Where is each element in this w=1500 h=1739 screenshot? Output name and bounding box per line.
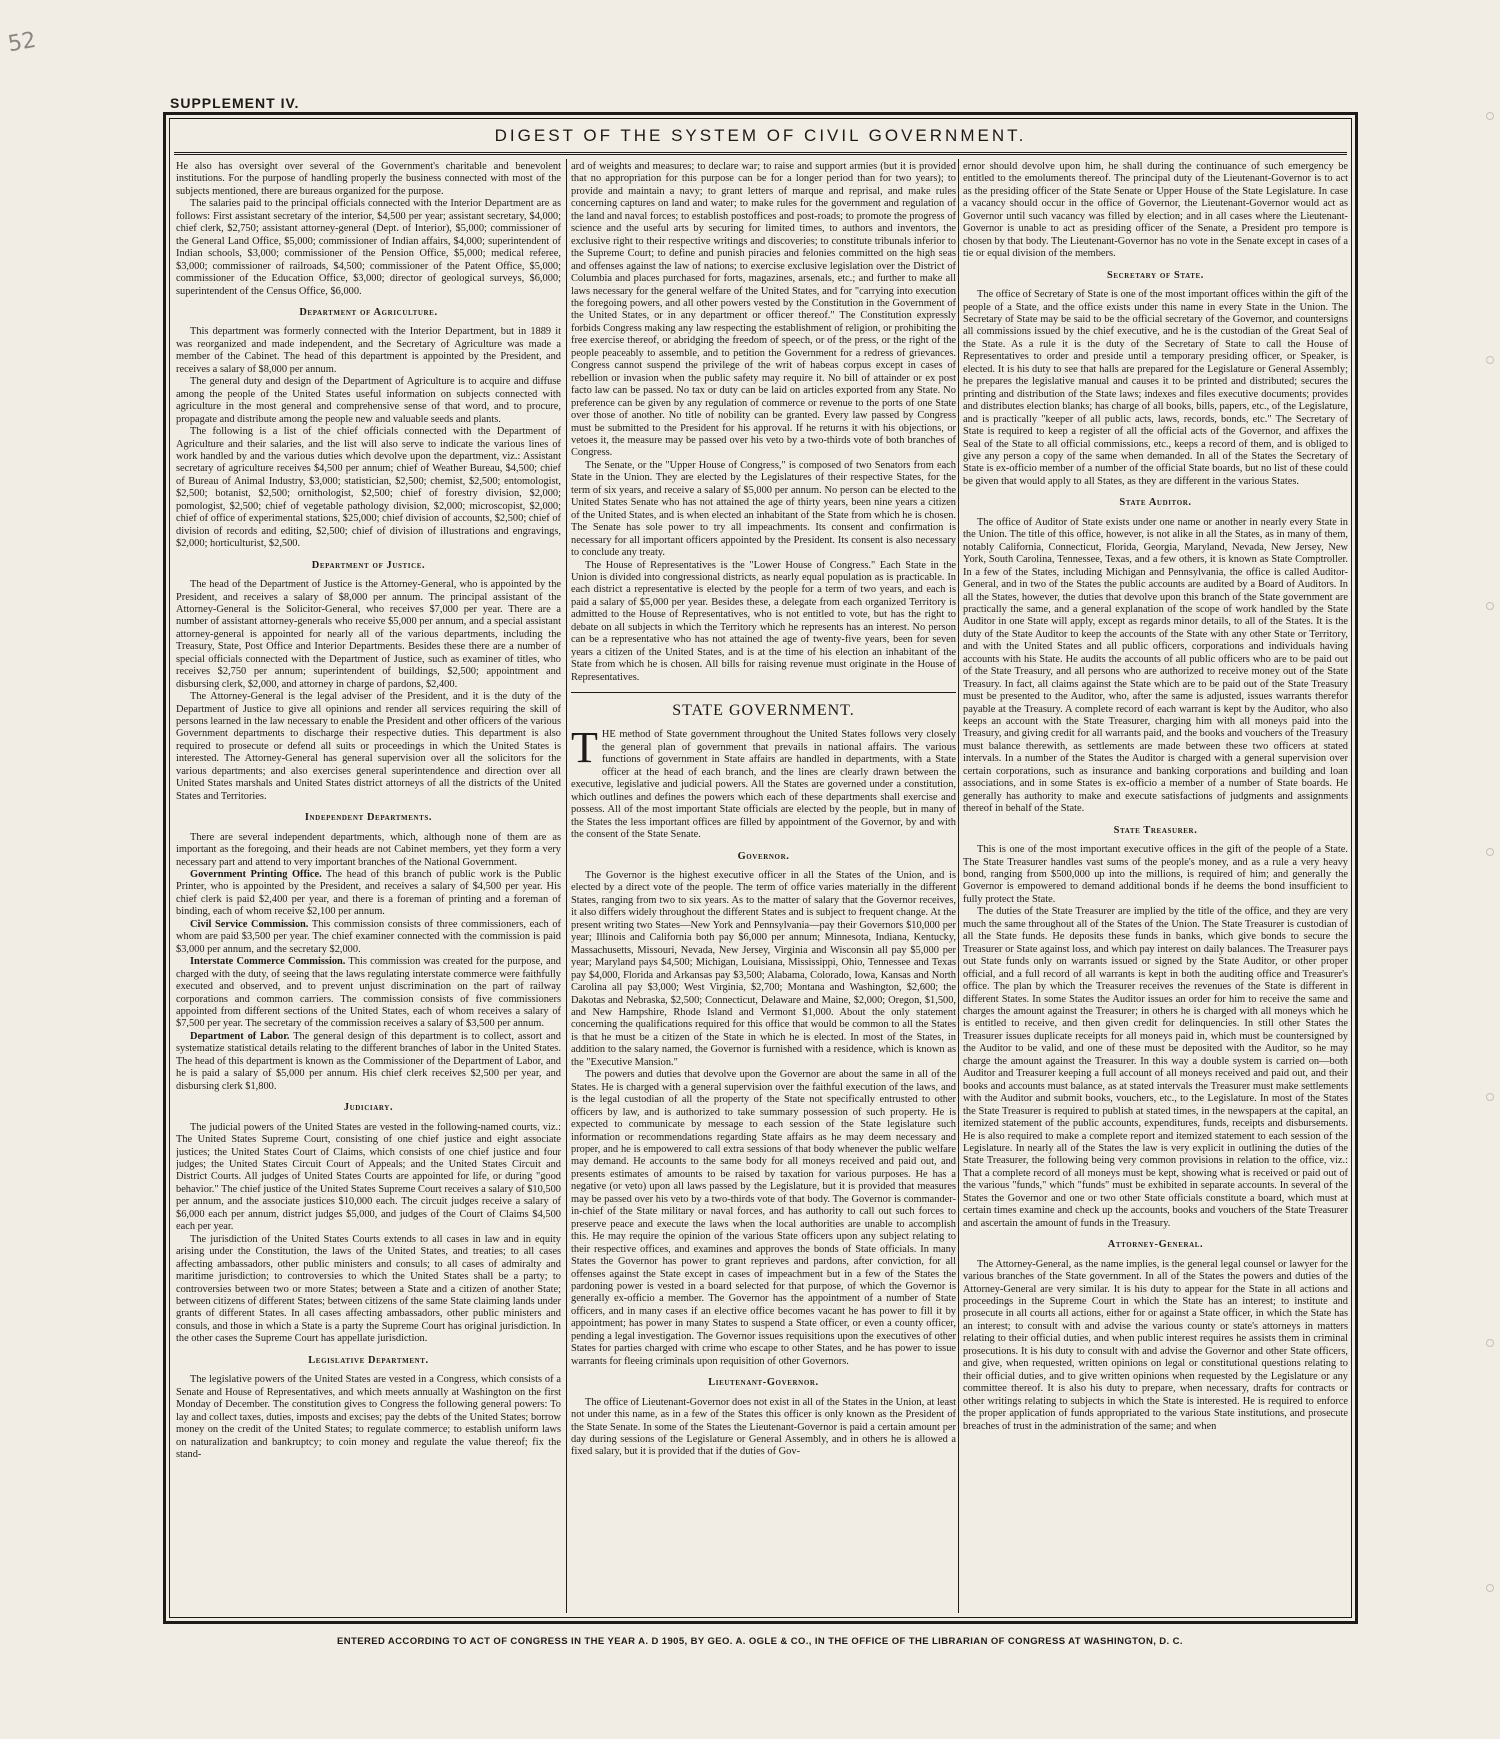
paragraph: The salaries paid to the principal officials connected with the Interior Department are as follows: First assistant secretary of the interior, $4,500 per year; assistant secretary, $4,000; chief clerk, $2,750; assistant attorney-general (Dept. of Interior), $5,000; commissioner of the General Land Office, $5,000; commissioner of Indian affairs, $4,000; superintendent of Indian schools, $3,000; commissioner of the Pension Office, $5,000; medical referee, $3,000; commissioner of railroads, $4,500; commissioner of the Patent Office, $5,000; commissioner of the Education Office, $3,000; director of geological surveys, $6,000; superintendent of the Census Office, $6,000. bbox=[176, 198, 561, 297]
title-rule bbox=[174, 152, 1347, 155]
binding-hole bbox=[1486, 1584, 1494, 1592]
column-rule-2 bbox=[958, 159, 959, 1613]
section-heading-secretary-of-state: Secretary of State. bbox=[1106, 269, 1204, 281]
paragraph: The office of Secretary of State is one of the most important offices within the gift of the people of a State, and the office exists under this name in every State in the Union. The Secretary of State may be said to be the official secretary of the Governor, and countersigns all commissions issued by the chief executive, and he is the custodian of the Great Seal of the State. As a rule it is the duty of the Secretary of State to call the House of Representatives to order and preside until a temporary presiding officer, or Speaker, is elected. It is his duty to see that halls are prepared for the Legislature or General Assembly; he prepares the legislative manual and causes it to be printed and distributed; secures the printing and distribution of the State laws; indexes and files executive documents; provides and distributes election blanks; has charge of all books, bills, papers, etc., of the Legislature, and is practically "keeper of all public acts, laws, records, bonds, etc." The Secretary of State is required to keep a register of all the official acts of the Governor, and affixes the Seal of the State to all official commissions, etc., keeps a record of them, and is obliged to give any person a copy of the same when demanded. In all of the States the Secretary of State is ex-officio member of a number of the official State boards, but no list of these could be given that would apply to all States, as they are different in the various States. bbox=[963, 289, 1348, 487]
paragraph: The duties of the State Treasurer are implied by the title of the office, and they are very much the same throughout all of the States of the Union. The State Treasurer is custodian of all the State funds. He deposits these funds in banks, which give bonds to secure the Treasurer or State against loss, and which pay interest on daily balances. The Treasurer pays out State funds only on warrants issued or signed by the State Auditor, or other proper official, and a full record of all warrants is kept in both the auditing office and Treasurer's office. The plan by which the Treasurer receives the revenues of the State is different in different States. In some States the Auditor issues an order for him to receive the same and charges the amount against the Treasurer; in others he is charged with all moneys which he is entitled to receive, and then given credit for delinquencies. In still other States the Treasurer issues duplicate receipts for all moneys paid in, which must be countersigned by the Auditor to be valid, and one of these must be deposited with the Auditor, so he may charge the amount against the Treasurer. In this way a double system is carried on—both Auditor and Treasurer keeping a full account of all moneys received and paid out, and their books and accounts must balance, as at stated intervals the Treasurer must make settlements with the Auditor and submit books, vouchers, etc., to the Legislature. In most of the States the State Treasurer is required to publish at stated times, in the newspapers at the capital, an itemized statement of the public accounts, expenditures, funds, receipts and disbursements. He is also required to make a complete report and itemized statement to each session of the Legislature. In nearly all of the States the law is very explicit in outlining the duties of the State Treasurer, the following being very common provisions in relation to the office, viz.: That a complete record of all moneys must be kept, showing what is received or paid out of the various "funds," which "funds" must be exhibited in separate accounts. In several of the States the Governor and one or two other State officials constitute a board, which must at certain times examine and check up the accounts, books and vouchers of the State Treasurer and ascertain the amount of funds in the Treasury. bbox=[963, 906, 1348, 1229]
column-rule-1 bbox=[566, 159, 567, 1613]
binding-hole bbox=[1486, 112, 1494, 120]
binding-hole bbox=[1486, 1093, 1494, 1101]
paragraph: The Attorney-General is the legal adviser of the President, and it is the duty of the Department of Justice to give all opinions and render all services requiring the skill of persons learned in the law necessary to enable the President and other officers of the various Government departments to discharge their respective duties. This department is also required to prosecute or defend all suits or proceedings in which the United States is interested. The Attorney-General has general supervision over all the solicitors for the various departments; and also exercises general superintendence and direction over all United States marshals and United States district attorneys of all the districts of the United States and Territories. bbox=[176, 691, 561, 802]
binding-hole bbox=[1486, 356, 1494, 364]
paragraph: ard of weights and measures; to declare war; to raise and support armies (but it is provided that no appropriation for this purpose can be for a longer period than for two years); to provide and maintain a navy; to grant letters of marque and reprisal, and make rules concerning captures on land and water; to make rules for the government and regulation of the land and naval forces; to establish postoffices and post-roads; to promote the progress of science and the useful arts by securing for limited times, to authors and inventors, the exclusive right to their respective writings and discoveries; to constitute tribunals inferior to the Supreme Court; to define and punish piracies and felonies committed on the high seas and offenses against the law of nations; to exercise exclusive legislation over the District of Columbia and places purchased for forts, magazines, arsenals, etc.; and further to make all laws necessary for the general welfare of the United States, and for "carrying into execution the foregoing powers, and all other powers vested by the Constitution in the Government of the United States, or in any department or officer thereof." The Constitution expressly forbids Congress making any law respecting the establishment of religion, or prohibiting the free exercise thereof, or abridging the freedom of speech, or of the press, or the right of the people peaceably to assemble, and to petition the Government for a redress of grievances. Congress cannot suspend the privilege of the writ of habeas corpus except in cases of rebellion or invasion when the public safety may require it. No bill of attainder or ex post facto law can be passed. No tax or duty can be laid on articles exported from any State. No preference can be given by any regulation of commerce or revenue to the ports of one State over those of another. No title of nobility can be granted. Every law passed by Congress must be submitted to the President for his approval. If he returns it with his objections, or vetoes it, the measure may be passed over his veto by a two-thirds vote of both branches of Congress. bbox=[571, 161, 956, 459]
run-in-heading: Government Printing Office. bbox=[190, 869, 322, 881]
paragraph: Department of Labor. The general design of this department is to collect, assort and systematize statistical details relating to the different branches of labor in the United States. The head of this department is known as the Commissioner of the Department of Labor, and he is paid a salary of $5,000 per annum. His chief clerk receives $2,500 per year, and disbursing clerk $1,800. bbox=[176, 1030, 561, 1092]
paragraph: There are several independent departments, which, although none of them are as important as the foregoing, and their heads are not Cabinet members, yet they form a very necessary part and attend to very important branches of the National Government. bbox=[176, 831, 561, 868]
section-heading-legislative: Legislative Department. bbox=[308, 1354, 429, 1366]
section-heading-attorney-general: Attorney-General. bbox=[1107, 1239, 1204, 1251]
pencil-mark: 52 bbox=[6, 27, 38, 58]
paragraph: The Attorney-General, as the name implies, is the general legal counsel or lawyer for the various branches of the State government. In all of the States the powers and duties of the Attorney-General are very similar. It is his duty to appear for the State in all actions and proceedings in the Supreme Court in which the State has an interest; to institute and prosecute in all courts all actions, either for or against a State officer, in which the State has an interest; to consult with and advise the various county or state's attorneys in matters relating to their official duties, and when public interest requires he assists them in criminal prosecutions. It is his duty to consult with and advise the Governor and other State officers, and give, when requested, written opinions on legal or constitutional questions relating to their official duties, and to give written opinions when requested by the Legislature or any committee thereof. It is also his duty to prepare, when necessary, drafts for contracts or other writings relating to subjects in which the State is interested. He is required to enforce the proper application of funds appropriated to the various State institutions, and prosecute breaches of trust in the administration of the same; and when bbox=[963, 1258, 1348, 1432]
page-title: DIGEST OF THE SYSTEM OF CIVIL GOVERNMENT. bbox=[494, 126, 1027, 145]
state-government-title: STATE GOVERNMENT. bbox=[672, 702, 855, 720]
section-heading-justice: Department of Justice. bbox=[311, 559, 426, 571]
section-heading-agriculture: Department of Agriculture. bbox=[299, 306, 438, 318]
run-in-heading: Civil Service Commission. bbox=[190, 918, 309, 930]
column-2 bbox=[571, 161, 956, 1609]
paragraph: THE method of State government throughout the United States follows very closely the general plan of government that prevails in national affairs. The various functions of government in State affairs are handled in departments, with a State officer at the head of each branch, and the lines are clearly drawn between the executive, legislative and judicial powers. All the States are governed under a constitution, which outlines and defines the powers which each of these departments shall exercise and possess. All of the most important State officials are elected by the people, but in many of the States the less important offices are filled by appointment of the Governor, by and with the consent of the State Senate. bbox=[571, 723, 956, 841]
section-heading-governor: Governor. bbox=[737, 850, 790, 862]
section-heading-lieutenant-governor: Lieutenant-Governor. bbox=[708, 1377, 819, 1389]
paragraph: Interstate Commerce Commission. This commission was created for the purpose, and charged with the duty, of seeing that the laws regulating interstate commerce were faithfully executed and observed, and to prevent unjust discrimination on the part of railway corporations and common carriers. The commission consists of five commissioners appointed from different sections of the United States, each of whom receives a salary of $7,500 per year. The secretary of the commission receives a salary of $3,500 per annum. bbox=[176, 956, 561, 1030]
paragraph: The Senate, or the "Upper House of Congress," is composed of two Senators from each State in the Union. They are elected by the Legislatures of their respective States, for the term of six years, and receive a salary of $5,000 per annum. No person can be elected to the United States Senate who has not attained the age of thirty years, been nine years a citizen of the United States, and is when elected an inhabitant of the State from which he is chosen. The Senate has sole power to try all impeachments. Its consent and confirmation is necessary for all important officers appointed by the President. Its consent is also necessary to conclude any treaty. bbox=[571, 459, 956, 559]
run-in-heading: Interstate Commerce Commission. bbox=[190, 956, 346, 968]
supplement-label: SUPPLEMENT IV. bbox=[170, 95, 300, 111]
section-heading-state-auditor: State Auditor. bbox=[1119, 497, 1192, 509]
paragraph: The House of Representatives is the "Lower House of Congress." Each State in the Union is divided into congressional districts, as nearly equal population as is practicable. In each district a representative is elected by the people for a term of two years, and each is paid a salary of $5,000 per year. Besides these, a delegate from each organized Territory is admitted to the House of Representatives, who is not entitled to vote, but has the right to debate on all subjects in which the Territory which he represents has an interest. No person can be a representative who has not attained the age of twenty-five years, been for seven years a citizen of the United States, and is at the time of his election an inhabitant of the State from which he is chosen. All bills for raising revenue must originate in the House of Representatives. bbox=[571, 559, 956, 683]
paragraph: Government Printing Office. The head of this branch of public work is the Public Printer, who is appointed by the President, and receives a salary of $4,500 per year. His chief clerk is paid $2,400 per year, and there is a foreman of printing and a foreman of binding, each of whom receive $2,100 per annum. bbox=[176, 869, 561, 918]
paragraph: The Governor is the highest executive officer in all the States of the Union, and is elected by a direct vote of the people. The term of office varies materially in the different States, ranging from two to six years. As to the matter of salary that the Governor receives, it also differs widely throughout the different States and is subject to frequent change. At the present writing two States—New York and Pennsylvania—pay their Governors $10,000 per year; Illinois and California both pay $6,000 per annum; Minnesota, Indiana, Kentucky, Massachusetts, Missouri, Nevada, New Jersey, Virginia and Wisconsin all pay $5,000 per year; Maryland pays $4,500; Michigan, Louisiana, Mississippi, Ohio, Tennessee and Texas pay $4,000, Florida and Arkansas pay $3,500; Alabama, Colorado, Iowa, Kansas and North Carolina all pay $3,000; West Virginia, $2,700; Montana and Washington, $2,600; the Dakotas and Nebraska, $2,500; Connecticut, Delaware and Maine, $2,000; Oregon, $1,500, and New Hampshire, Rhode Island and Vermont $1,000. About the only statement concerning the qualifications required for this office that would be common to all the States is that he must be a citizen of the State in which he is elected. In most of the States, in addition to the salary named, the Governor is furnished with a residence, which is known as the "Executive Mansion." bbox=[571, 870, 956, 1068]
paragraph: The jurisdiction of the United States Courts extends to all cases in law and in equity arising under the Constitution, the laws of the United States, and treaties; to all cases affecting ambassadors, other public ministers and consuls; to all cases of admiralty and maritime jurisdiction; to controversies to which the United States shall be a party; to controversies between two or more States; between a State and a citizen of another State; between citizens of different States; between citizens of the same State claiming lands under grants of different States. In all cases affecting ambassadors, other public ministers and consuls, and those in which a State is a party the Supreme Court has original jurisdiction. In the other cases the Supreme Court has appellate jurisdiction. bbox=[176, 1233, 561, 1345]
paragraph: The office of Lieutenant-Governor does not exist in all of the States in the Union, at least not under this name, as in a few of the States this officer is only known as the President of the State Senate. In some of the States the Lieutenant-Governor is paid a certain amount per day during sessions of the Legislature or General Assembly, and in others he is allowed a fixed salary, but it is provided that if the duties of Gov- bbox=[571, 1396, 956, 1458]
paragraph: The legislative powers of the United States are vested in a Congress, which consists of a Senate and House of Representatives, and which meets annually at Washington on the first Monday of December. The constitution gives to Congress the following general powers: To lay and collect taxes, duties, imposts and excises; pay the debts of the United States; borrow money on the credit of the United States; to regulate commerce; to establish uniform laws on naturalization and bankruptcy; to coin money and regulate the value thereof; fix the stand- bbox=[176, 1374, 561, 1460]
paragraph: Civil Service Commission. This commission consists of three commissioners, each of whom are paid $3,500 per year. The chief examiner connected with the commission is paid $3,000 per annum, and the secretary $2,000. bbox=[176, 918, 561, 955]
column-1 bbox=[176, 161, 561, 1609]
paragraph: The judicial powers of the United States are vested in the following-named courts, viz.: The United States Supreme Court, consisting of one chief justice and eight associate justices; the United States Court of Claims, which consists of one chief justice and four judges; the United States Circuit Court of Appeals; and the United States Circuit and District Courts. All judges of United States Courts are appointed for life, or during "good behavior." The chief justice of the United States Supreme Court receives a salary of $10,500 per annum, and the associate justices $10,000 each. The circuit judges receive a salary of $6,000 each per annum, district judges $5,000, and judges of the Court of Claims $4,500 each per year. bbox=[176, 1121, 561, 1233]
paragraph: This is one of the most important executive offices in the gift of the people of a State. The State Treasurer handles vast sums of the people's money, and as a rule a very heavy bond, ranging from $500,000 up into the millions, is required of him; and generally the Governor is empowered to demand additional bonds if he deems the bond insufficient to fully protect the State. bbox=[963, 844, 1348, 905]
section-heading-judiciary: Judiciary. bbox=[343, 1102, 394, 1114]
paragraph: He also has oversight over several of the Government's charitable and benevolent institutions. For the purpose of handling properly the business connected with most of the subjects mentioned, there are bureaus organized for the purpose. bbox=[176, 161, 561, 197]
run-in-heading: Department of Labor. bbox=[190, 1030, 290, 1042]
binding-hole bbox=[1486, 602, 1494, 610]
paragraph: The following is a list of the chief officials connected with the Department of Agriculture and their salaries, and the list will also serve to indicate the various lines of work handled by and the various duties which devolve upon the department, viz.: Assistant secretary of agriculture receives $4,500 per annum; chief of Weather Bureau, $4,500; chief of Bureau of Animal Industry, $3,000; statistician, $2,500; chemist, $2,500; entomologist, $2,500; botanist, $2,500; ornithologist, $2,500; chief of forestry division, $2,000; pomologist, $2,500; chief of vegetable pathology division, $2,000; microscopist, $2,000; chief of office of experimental stations, $25,000; chief division of accounts, $2,500; chief of division of records and editing, $2,500; chief of division of illustrations and engravings, $2,000; horticulturist, $2,500. bbox=[176, 426, 561, 550]
paragraph: The office of Auditor of State exists under one name or another in nearly every State in the Union. The title of this office, however, is not alike in all the States, as in many of them, notably California, Connecticut, Florida, Georgia, Maryland, Nevada, New Jersey, New York, South Carolina, Tennessee, Texas, and a few others, it is known as State Comptroller. In a few of the States, including Michigan and Pennsylvania, the office is called Auditor-General, and in two of the States the public accounts are audited by a Board of Auditors. In all the States, however, the duties that devolve upon this branch of the State government are practically the same, and a general explanation of the scope of work handled by the State Auditor in one State will apply, except as regards minor details, to all of the States. It is the duty of the State Auditor to keep the accounts of the State with any other State or Territory, and with the United States and all public officers, corporations and individuals having accounts with his State. He audits the accounts of all public officers who are to be paid out of the State Treasury, and all persons who are authorized to receive money out of the State Treasury. In fact, all claims against the State which are to be paid out of the State Treasury must be presented to the Auditor, who, after the same is adjusted, issues warrants therefor payable at the Treasury. A complete record of each warrant is kept by the Auditor, who also keeps an account with the State Treasurer, charging him with all moneys paid into the Treasury, and giving credit for all warrants paid, and the books and vouchers of the Treasury must balance therewith, as settlements are made between these two officers at stated intervals. In a number of the States the Auditor is charged with a general supervision over certain corporations, such as insurance and banking corporations and building and loan associations, and in some States is ex-officio a member of a number of State boards. He generally has authority to make and execute satisfactions of judgments and assignments thereof in behalf of the State. bbox=[963, 516, 1348, 815]
paragraph: ernor should devolve upon him, he shall during the continuance of such emergency be entitled to the emoluments thereof. The principal duty of the Lieutenant-Governor is to act as the presiding officer of the State Senate or Upper House of the State Legislature. In case a vacancy should occur in the office of Governor, the Lieutenant-Governor would act as Governor until such vacancy was filled by election; and in all cases where the Lieutenant-Governor is unable to act as presiding officer of the Senate, a President pro tempore is chosen by that body. The Lieutenant-Governor has no vote in the Senate except in cases of a tie or equal division of the members. bbox=[963, 161, 1348, 260]
binding-hole bbox=[1486, 848, 1494, 856]
paragraph: The general duty and design of the Department of Agriculture is to acquire and diffuse among the people of the United States useful information on subjects connected with agriculture in the most general and comprehensive sense of that word, and to procure, propagate and distribute among the people new and valuable seeds and plants. bbox=[176, 376, 561, 425]
paragraph: The head of the Department of Justice is the Attorney-General, who is appointed by the President, and receives a salary of $8,000 per annum. The principal assistant of the Attorney-General is the Solicitor-General, who receives $7,000 per year. There are a number of assistant attorney-generals who receive $5,000 per annum, and a special assistant attorney-general is appointed for nearly all of the various departments, including the Treasury, State, Post Office and Interior Departments. Besides these there are a number of special officials connected with the Department of Justice, such as examiner of titles, who receives $2,750 per annum; superintendent of buildings, $2,500; appointment and disbursing clerk, $2,000, and attorney in charge of pardons, $2,400. bbox=[176, 579, 561, 690]
state-government-section bbox=[571, 692, 956, 1459]
section-heading-independent: Independent Departments. bbox=[304, 812, 433, 824]
column-3 bbox=[963, 161, 1348, 1609]
paragraph: The powers and duties that devolve upon the Governor are about the same in all of the States. He is charged with a general supervision over the faithful execution of the laws, and is the legal custodian of all the property of the State not specifically entrusted to other officers by law, and is authorized to take summary possession of such property. He is expected to communicate by message to each session of the State legislature such information or recommendations regarding State affairs as he may deem necessary and proper, and he is empowered to call extra sessions of that body whenever the public welfare may demand. He accounts to the same body for all moneys received and paid out, and presents estimates of amounts to be raised by taxation for various purposes. He has a negative (or veto) upon all laws passed by the Legislature, but it is provided that measures may be passed over his veto by a two-thirds vote of that body. The Governor is commander-in-chief of the State military or naval forces, and has authority to call out such forces to preserve peace and execute the laws when the local authorities are unable to accomplish this. He may require the opinion of the various State officers upon any subject relating to their respective offices, and examines and approves the bonds of State officials. In many States the Governor has power to grant reprieves and pardons, after conviction, for all offenses against the State except in cases of impeachment but in a few of the States the pardoning power is vested in a board selected for that purpose, of which the Governor is generally ex-officio a member. The Governor has the appointment of a number of State officers, and in many cases if an elective office becomes vacant he has power to fill it by appointment; has power in many States to suspend a State officer, or even a county officer, pending a legal investigation. The Governor issues requisitions upon the executives of other States for parties charged with crime who escape to other States, and he has power to issue warrants for fleeing criminals upon requisition of other Governors. bbox=[571, 1069, 956, 1367]
section-heading-state-treasurer: State Treasurer. bbox=[1113, 824, 1198, 836]
copyright-footer: ENTERED ACCORDING TO ACT OF CONGRESS IN THE YEAR A. D 1905, BY GEO. A. OGLE & CO., IN THE OFFICE OF THE LIBRARIAN OF CONGRESS AT WASHINGTON, D. C. bbox=[337, 1636, 1183, 1647]
paragraph: This department was formerly connected with the Interior Department, but in 1889 it was reorganized and made independent, and the Secretary of Agriculture was made a member of the Cabinet. The head of this department is appointed by the President, and receives a salary of $8,000 per annum. bbox=[176, 326, 561, 375]
binding-hole bbox=[1486, 1339, 1494, 1347]
drop-cap: T bbox=[571, 723, 598, 773]
